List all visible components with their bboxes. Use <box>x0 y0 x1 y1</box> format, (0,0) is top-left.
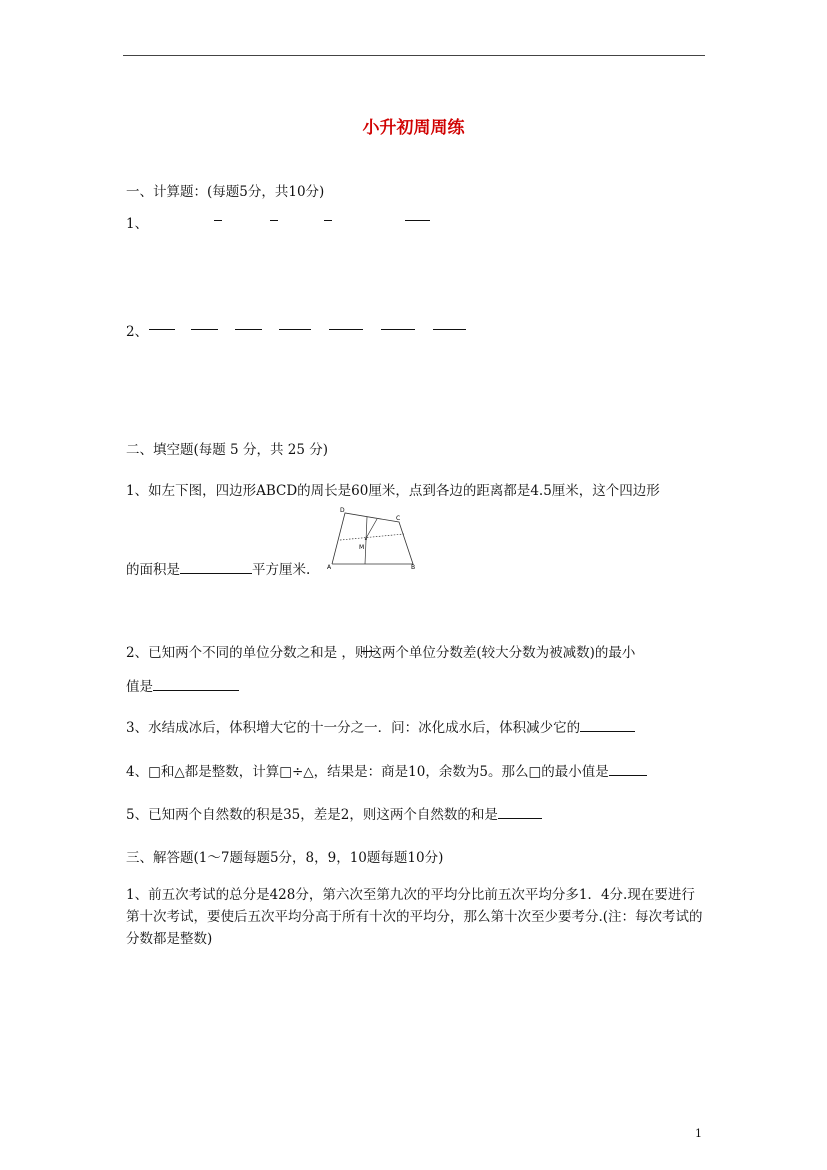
section2-q1-suffix: 平方厘米. <box>252 562 311 578</box>
section3-q1-text: 1、前五次考试的总分是428分，第六次至第九次的平均分比前五次平均分多1．4分.现在要进行第十次考试，要使后五次平均分高于所有十次的平均分，那么第十次至少要考分.(注：每次考试的分数都是整数) <box>126 887 703 947</box>
point-m <box>365 538 367 540</box>
section3-heading: 三、解答题(1～7题每题5分，8，9，10题每题10分) <box>126 850 444 866</box>
section2-q2-prefix: 值是 <box>126 679 153 695</box>
section1-q1-label: 1、 <box>126 216 149 232</box>
answer-blank[interactable] <box>180 561 252 574</box>
answer-blank[interactable] <box>580 719 635 732</box>
header-rule <box>123 55 705 56</box>
section2-q2-text: 2、已知两个不同的单位分数之和是 ，则这两个单位分数差(较大分数为被减数)的最小 <box>126 645 636 661</box>
section1-q2-label: 2、 <box>126 324 149 340</box>
section2-q5 <box>126 803 542 823</box>
label-c: C <box>396 515 401 522</box>
page-number: 1 <box>695 1127 702 1140</box>
section2-q1-prefix: 的面积是 <box>126 562 180 578</box>
section2-q5-text: 5、已知两个自然数的积是35，差是2，则这两个自然数的和是 <box>126 807 498 823</box>
section2-q1-text: 1、如左下图，四边形ABCD的周长是60厘米，点到各边的距离都是4.5厘米，这个四边形 <box>126 483 660 499</box>
label-b: B <box>411 564 416 570</box>
answer-blank[interactable] <box>153 678 239 691</box>
section2-q1-answer-line <box>126 558 310 578</box>
answer-blank[interactable] <box>609 763 647 776</box>
section2-q3-text: 3、水结成冰后，体积增大它的十一分之一．问：冰化成水后，体积减少它的 <box>126 720 581 736</box>
figure-line <box>340 534 404 540</box>
section2-q4 <box>126 760 647 780</box>
figure-outline <box>332 513 413 564</box>
label-a: A <box>327 564 332 570</box>
figure-line <box>365 517 367 564</box>
label-m: M <box>359 544 365 551</box>
fraction-bar <box>361 651 375 652</box>
quadrilateral-figure <box>326 504 418 570</box>
section2-q4-text: 4、□和△都是整数，计算□÷△，结果是：商是10，余数为5。那么□的最小值是 <box>126 764 609 780</box>
label-d: D <box>340 507 345 514</box>
page-title: 小升初周周练 <box>362 118 465 138</box>
section2-q3 <box>126 716 635 736</box>
section1-heading: 一、计算题：(每题5分，共10分) <box>126 184 325 200</box>
section2-q2-answer-line <box>126 675 239 695</box>
answer-blank[interactable] <box>498 806 542 819</box>
section2-heading: 二、填空题(每题 5 分，共 25 分) <box>126 442 328 458</box>
